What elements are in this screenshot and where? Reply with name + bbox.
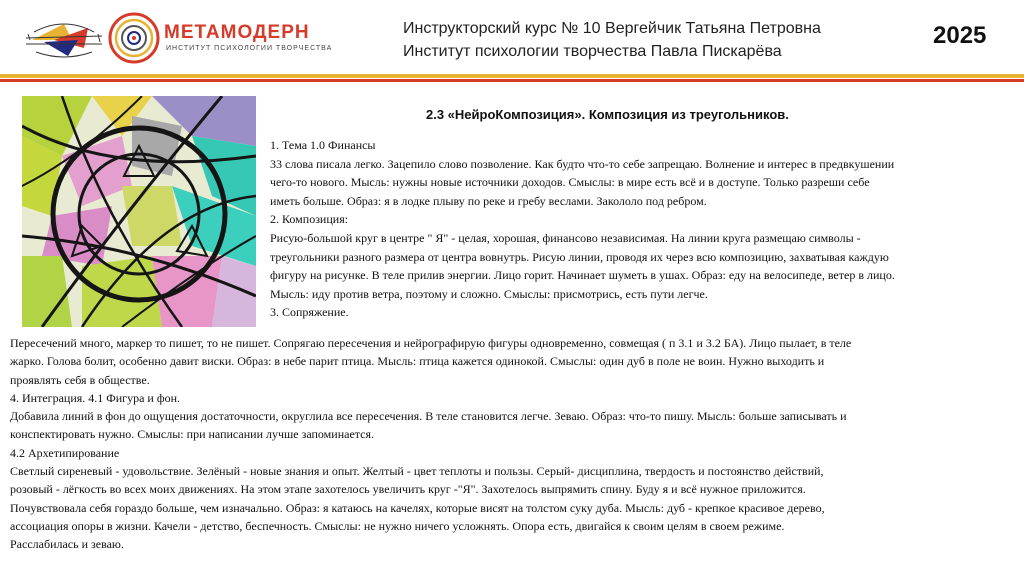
text-line: 33 слова писала легко. Зацепило слово позволение. Как будто что-то себе запрещаю. Волнение и интерес в предвкушении — [270, 156, 895, 171]
brand-name: МЕТАМОДЕРН — [164, 22, 310, 43]
header-bar — [0, 0, 1024, 76]
text-line: фигуру на рисунке. В теле прилив энергии. Лицо горит. Начинает шуметь в ушах. Образ: еду на велосипеде, ветер в лицо. — [270, 268, 895, 283]
header-stripe-red — [0, 79, 1024, 82]
text-line: розовый - лёгкость во всех моих движениях. На этом этапе захотелось увеличить круг -"Я". Захотелось выпрямить спину. Буду я и всё нужное приложится. — [10, 482, 806, 497]
text-line: ассоциация опоры в жизни. Качели - детство, беспечность. Смыслы: не нужно ничего усложнять. Опора есть, двигайся к своим целям в своем режиме. — [10, 518, 785, 533]
text-line: Расслабилась и зеваю. — [10, 537, 124, 552]
spiral-logo-icon — [108, 10, 160, 66]
full-text-block — [10, 334, 1015, 554]
text-line: треугольники разного размера от центра вовнутрь. Рисую линии, проводя их через всю композицию, захватывая каждую — [270, 249, 889, 264]
right-text-block — [270, 136, 1010, 322]
text-line: 4.2 Архетипирование — [10, 445, 120, 460]
text-line: проявлять себя в обществе. — [10, 372, 150, 387]
text-line: иметь больше. Образ: я в лодке плыву по реке и гребу веслами. Закололо под ребром. — [270, 193, 707, 208]
text-line: Светлый сиреневый - удовольствие. Зелёный - новые знания и опыт. Желтый - цвет теплоты и пользы. Серый- дисциплина, твердость и постоянство действий, — [10, 464, 824, 479]
text-line: чего-то нового. Мысль: нужны новые источники доходов. Смыслы: в мире есть всё и в доступе. Только разреши себе — [270, 175, 870, 190]
neurographic-artwork — [22, 96, 256, 327]
brand-subtitle: ИНСТИТУТ ПСИХОЛОГИИ ТВОРЧЕСТВА — [166, 45, 333, 52]
section-title: 2.3 «НейроКомпозиция». Композиция из треугольников. — [426, 107, 789, 122]
institute-title: Институт психологии творчества Павла Пискарёва — [403, 43, 782, 60]
text-line: 2. Композиция: — [270, 212, 349, 227]
header-stripe-gold — [0, 74, 1024, 78]
course-title: Инструкторский курс № 10 Вергейчик Татьяна Петровна — [403, 20, 821, 37]
text-line: конспектировать нужно. Смыслы: при написании лучше запоминается. — [10, 427, 375, 442]
text-line: Добавила линий в фон до ощущения достаточности, округлила все пересечения. В теле становится легче. Зеваю. Образ: что-то пишу. Мысль: больше записывать и — [10, 409, 847, 424]
text-line: Пересечений много, маркер то пишет, то не пишет. Сопрягаю пересечения и нейрографирую фигуры одновременно, совмещая ( п 3.1 и 3.2 БА). Лицо пылает, в теле — [10, 336, 852, 350]
text-line: жарко. Голова болит, особенно давит виски. Образ: в небе парит птица. Мысль: птица кажется одинокой. Смыслы: один дуб в поле не воин. Нужно выходить и — [10, 354, 825, 369]
text-line: Почувствовала себя гораздо больше, чем изначально. Образ: я катаюсь на качелях, которые висят на толстом суку дуба. Мысль: дуб - крепкое красивое дерево, — [10, 500, 825, 515]
text-line: 1. Тема 1.0 Финансы — [270, 138, 376, 152]
text-line: Мысль: иду против ветра, поэтому и сложно. Смыслы: присмотрись, есть пути легче. — [270, 286, 708, 301]
year-label: 2025 — [933, 22, 987, 49]
text-line: 3. Сопряжение. — [270, 305, 349, 320]
text-line: Рисую-большой круг в центре " Я" - целая, хорошая, финансово независимая. На линии круга размещаю символы - — [270, 230, 861, 245]
text-line: 4. Интеграция. 4.1 Фигура и фон. — [10, 390, 181, 405]
emblem-logo-icon — [24, 14, 104, 64]
